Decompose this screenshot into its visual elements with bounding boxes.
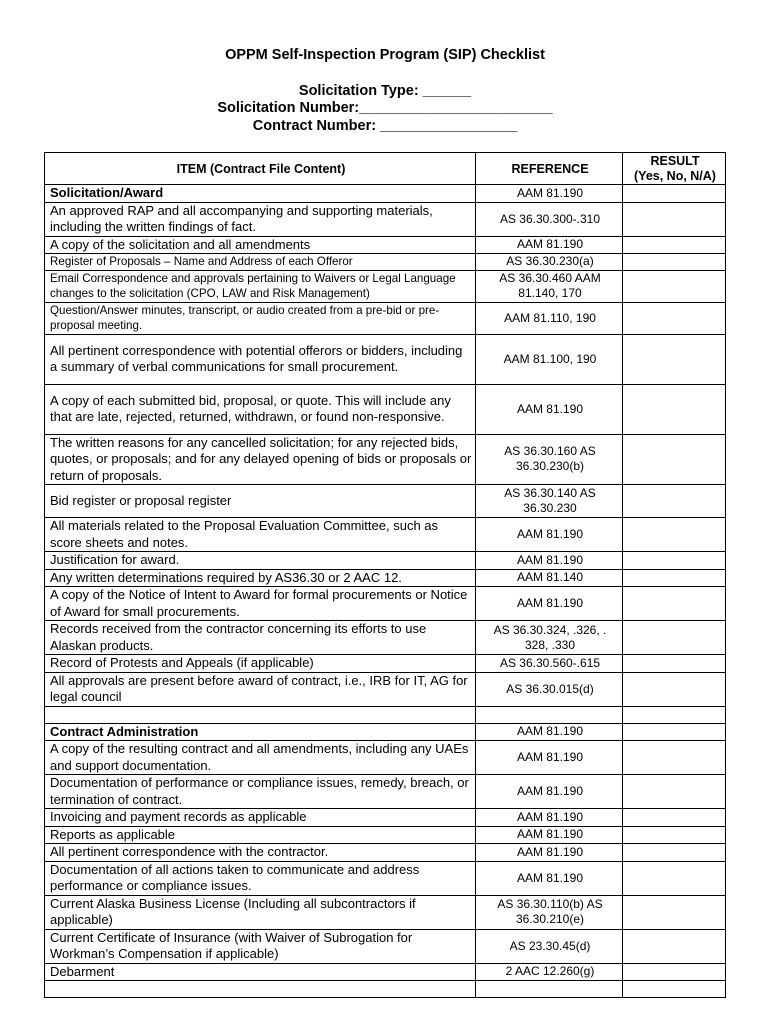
reference-cell: AAM 81.190 — [476, 775, 623, 809]
result-cell[interactable] — [623, 672, 726, 706]
item-cell: All approvals are present before award of contract, i.e., IRB for IT, AG for legal council — [45, 672, 476, 706]
table-row — [45, 621, 726, 655]
item-cell: Documentation of all actions taken to communicate and address performance or compliance issues. — [45, 861, 476, 895]
table-row — [45, 434, 726, 485]
table-row — [45, 334, 726, 384]
table-row — [45, 775, 726, 809]
reference-cell: AS 36.30.160 AS 36.30.230(b) — [476, 434, 623, 485]
item-cell: All pertinent correspondence with potential offerors or bidders, including a summary of verbal communications for small procurement. — [45, 334, 476, 384]
result-cell[interactable] — [623, 518, 726, 552]
item-cell: Question/Answer minutes, transcript, or audio created from a pre-bid or pre-proposal meeting. — [45, 302, 476, 334]
table-row — [45, 741, 726, 775]
reference-cell: AS 36.30.324, .326, . 328, .330 — [476, 621, 623, 655]
reference-cell: AAM 81.190 — [476, 185, 623, 203]
table-row — [45, 963, 726, 981]
section-heading-solicitation-award: Solicitation/Award — [45, 185, 476, 203]
result-cell[interactable] — [623, 655, 726, 673]
item-cell: Debarment — [45, 963, 476, 981]
reference-cell: AAM 81.140 — [476, 569, 623, 587]
item-cell: Justification for award. — [45, 552, 476, 570]
item-cell — [45, 981, 476, 998]
result-cell[interactable] — [623, 185, 726, 203]
table-row — [45, 485, 726, 518]
reference-cell: AS 36.30.560-.615 — [476, 655, 623, 673]
column-header-item: ITEM (Contract File Content) — [45, 153, 476, 185]
result-cell[interactable] — [623, 981, 726, 998]
table-row — [45, 929, 726, 963]
column-header-reference: REFERENCE — [476, 153, 623, 185]
table-row — [45, 270, 726, 302]
result-cell[interactable] — [623, 236, 726, 254]
reference-cell: AAM 81.190 — [476, 844, 623, 862]
result-cell[interactable] — [623, 826, 726, 844]
solicitation-number-field: Solicitation Number:________________________ — [217, 100, 553, 116]
reference-cell: AAM 81.190 — [476, 861, 623, 895]
table-row — [45, 552, 726, 570]
item-cell: A copy of the Notice of Intent to Award for formal procurements or Notice of Award for small procurements. — [45, 587, 476, 621]
result-cell[interactable] — [623, 434, 726, 485]
result-cell[interactable] — [623, 334, 726, 384]
reference-cell: AS 36.30.300-.310 — [476, 202, 623, 236]
result-cell[interactable] — [623, 809, 726, 827]
reference-cell: AAM 81.190 — [476, 723, 623, 741]
reference-cell: AAM 81.190 — [476, 826, 623, 844]
checklist-table — [44, 152, 726, 998]
item-cell: Bid register or proposal register — [45, 485, 476, 518]
reference-cell — [476, 706, 623, 723]
result-cell[interactable] — [623, 895, 726, 929]
result-cell[interactable] — [623, 384, 726, 434]
table-row — [45, 254, 726, 271]
item-cell: All pertinent correspondence with the contractor. — [45, 844, 476, 862]
result-cell[interactable] — [623, 587, 726, 621]
reference-cell: AS 36.30.460 AAM 81.140, 170 — [476, 270, 623, 302]
reference-cell: AS 36.30.140 AS 36.30.230 — [476, 485, 623, 518]
table-row — [45, 706, 726, 723]
item-cell: Records received from the contractor concerning its efforts to use Alaskan products. — [45, 621, 476, 655]
reference-cell: AAM 81.190 — [476, 809, 623, 827]
reference-cell: AS 36.30.230(a) — [476, 254, 623, 271]
contract-number-field: Contract Number: _________________ — [252, 118, 518, 134]
item-cell: Email Correspondence and approvals pertaining to Waivers or Legal Language changes to the solicitation (CPO, LAW and Risk Management) — [45, 270, 476, 302]
result-cell[interactable] — [623, 706, 726, 723]
solicitation-type-field: Solicitation Type: ______ — [298, 83, 472, 99]
result-cell[interactable] — [623, 302, 726, 334]
table-row — [45, 384, 726, 434]
result-cell[interactable] — [623, 254, 726, 271]
result-cell[interactable] — [623, 723, 726, 741]
table-row — [45, 723, 726, 741]
item-cell: An approved RAP and all accompanying and supporting materials, including the written findings of fact. — [45, 202, 476, 236]
reference-cell — [476, 981, 623, 998]
result-cell[interactable] — [623, 621, 726, 655]
reference-cell: AAM 81.190 — [476, 587, 623, 621]
item-cell: Register of Proposals – Name and Address of each Offeror — [45, 254, 476, 271]
item-cell: Record of Protests and Appeals (if applicable) — [45, 655, 476, 673]
table-row — [45, 302, 726, 334]
section-heading-contract-administration: Contract Administration — [45, 723, 476, 741]
item-cell: Any written determinations required by AS36.30 or 2 AAC 12. — [45, 569, 476, 587]
item-cell: All materials related to the Proposal Evaluation Committee, such as score sheets and notes. — [45, 518, 476, 552]
item-cell: Reports as applicable — [45, 826, 476, 844]
result-cell[interactable] — [623, 741, 726, 775]
reference-cell: AAM 81.190 — [476, 741, 623, 775]
table-row — [45, 895, 726, 929]
item-cell: A copy of the resulting contract and all amendments, including any UAEs and support documentation. — [45, 741, 476, 775]
reference-cell: AAM 81.190 — [476, 384, 623, 434]
result-cell[interactable] — [623, 963, 726, 981]
table-row — [45, 861, 726, 895]
item-cell: A copy of each submitted bid, proposal, or quote. This will include any that are late, rejected, returned, withdrawn, or found non-responsive. — [45, 384, 476, 434]
table-row — [45, 672, 726, 706]
table-row — [45, 236, 726, 254]
item-cell: The written reasons for any cancelled solicitation; for any rejected bids, quotes, or proposals; and for any delayed opening of bids or proposals or return of proposals. — [45, 434, 476, 485]
table-row — [45, 185, 726, 203]
result-cell[interactable] — [623, 485, 726, 518]
item-cell — [45, 706, 476, 723]
reference-cell: 2 AAC 12.260(g) — [476, 963, 623, 981]
result-cell[interactable] — [623, 775, 726, 809]
reference-cell: AAM 81.110, 190 — [476, 302, 623, 334]
reference-cell: AAM 81.190 — [476, 518, 623, 552]
reference-cell: AS 23.30.45(d) — [476, 929, 623, 963]
table-row — [45, 518, 726, 552]
table-row — [45, 844, 726, 862]
column-header-result: RESULT (Yes, No, N/A) — [623, 153, 726, 185]
result-cell[interactable] — [623, 202, 726, 236]
result-cell[interactable] — [623, 844, 726, 862]
reference-cell: AS 36.30.015(d) — [476, 672, 623, 706]
result-cell[interactable] — [623, 861, 726, 895]
item-cell: A copy of the solicitation and all amendments — [45, 236, 476, 254]
document-title: OPPM Self-Inspection Program (SIP) Checklist — [225, 47, 545, 63]
table-row — [45, 981, 726, 998]
item-cell: Current Alaska Business License (Including all subcontractors if applicable) — [45, 895, 476, 929]
table-row — [45, 809, 726, 827]
result-cell[interactable] — [623, 569, 726, 587]
reference-cell: AAM 81.190 — [476, 552, 623, 570]
table-row — [45, 569, 726, 587]
table-row — [45, 826, 726, 844]
item-cell: Documentation of performance or compliance issues, remedy, breach, or termination of contract. — [45, 775, 476, 809]
table-row — [45, 202, 726, 236]
result-cell[interactable] — [623, 552, 726, 570]
reference-cell: AS 36.30.110(b) AS 36.30.210(e) — [476, 895, 623, 929]
result-cell[interactable] — [623, 929, 726, 963]
item-cell: Current Certificate of Insurance (with Waiver of Subrogation for Workman’s Compensation if applicable) — [45, 929, 476, 963]
table-row — [45, 655, 726, 673]
table-row — [45, 587, 726, 621]
item-cell: Invoicing and payment records as applicable — [45, 809, 476, 827]
reference-cell: AAM 81.190 — [476, 236, 623, 254]
reference-cell: AAM 81.100, 190 — [476, 334, 623, 384]
result-cell[interactable] — [623, 270, 726, 302]
